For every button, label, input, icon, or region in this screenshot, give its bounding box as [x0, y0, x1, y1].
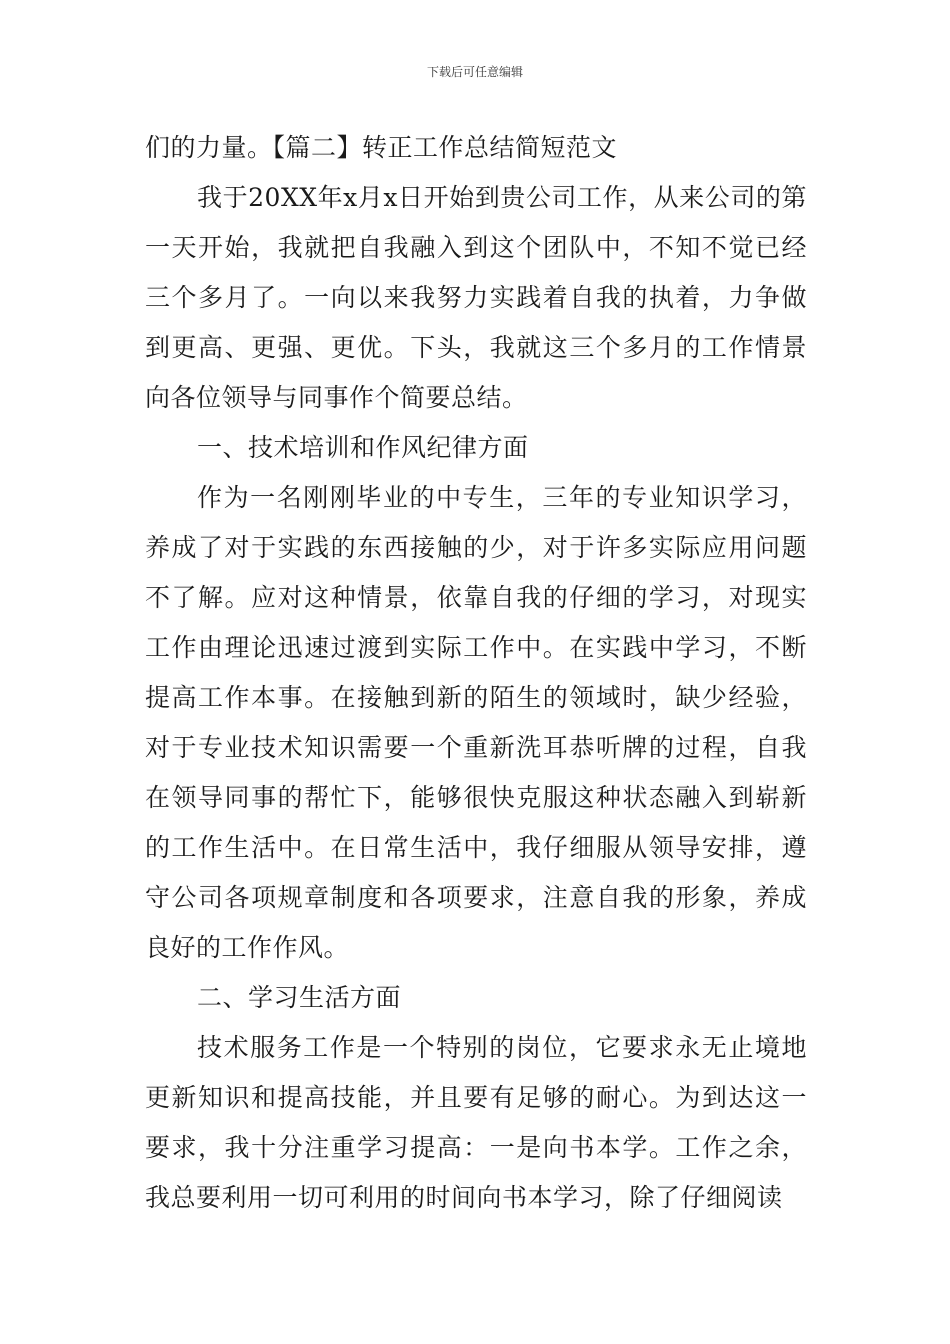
document-body — [145, 123, 807, 1223]
paragraph-continuation: 们的力量。【篇二】转正工作总结简短范文 — [145, 133, 618, 162]
paragraph-section-1: 作为一名刚刚毕业的中专生，三年的专业知识学习，养成了对于实践的东西接触的少，对于许多实际应用问题不了解。应对这种情景，依靠自我的仔细的学习，对现实工作由理论迅速过渡到实际工作中。在实践中学习，不断提高工作本事。在接触到新的陌生的领域时，缺少经验，对于专业技术知识需要一个重新洗耳恭听牌的过程，自我在领导同事的帮忙下，能够很快克服这种状态融入到崭新的工作生活中。在日常生活中，我仔细服从领导安排，遵守公司各项规章制度和各项要求，注意自我的形象，养成良好的工作作风。 — [145, 483, 807, 962]
paragraph-section-2: 技术服务工作是一个特别的岗位，它要求永无止境地更新知识和提高技能，并且要有足够的耐心。为到达这一要求，我十分注重学习提高：一是向书本学。工作之余，我总要利用一切可利用的时间向书本学习，除了仔细阅读 — [145, 1033, 807, 1212]
paragraph-intro: 我于20XX年x月x日开始到贵公司工作，从来公司的第一天开始，我就把自我融入到这个团队中，不知不觉已经三个多月了。一向以来我努力实践着自我的执着，力争做到更高、更强、更优。下头，我就这三个多月的工作情景向各位领导与同事作个简要总结。 — [145, 183, 807, 412]
section-heading-2: 二、学习生活方面 — [197, 983, 402, 1012]
page-header: 下载后可任意编辑 — [426, 65, 523, 79]
section-heading-1: 一、技术培训和作风纪律方面 — [197, 433, 529, 462]
